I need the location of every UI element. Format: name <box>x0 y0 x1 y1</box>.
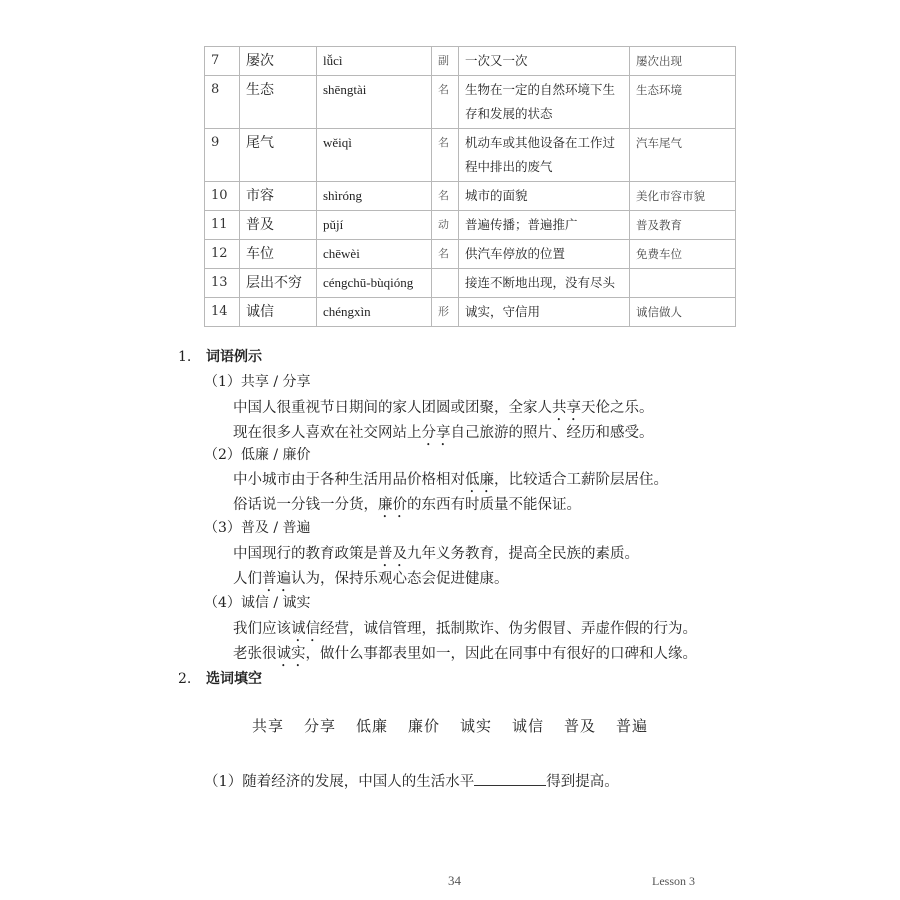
vocab-example: 屡次出现 <box>630 47 736 76</box>
vocab-example: 汽车尾气 <box>630 129 736 182</box>
example-sentence: 俗话说一分钱一分货，廉价的东西有时质量不能保证。 <box>233 497 581 513</box>
word-bank <box>0 715 900 736</box>
vocab-definition: 供汽车停放的位置 <box>459 240 630 269</box>
word-bank-item: 普及 <box>564 717 597 735</box>
vocab-definition: 普遍传播；普遍推广 <box>459 211 630 240</box>
vocab-word: 尾气 <box>240 129 317 182</box>
vocab-pinyin: pǔjí <box>317 211 432 240</box>
example-sentence: 我们应该诚信经营，诚信管理，抵制欺诈、伪劣假冒、弄虚作假的行为。 <box>233 621 697 637</box>
vocab-word: 普及 <box>240 211 317 240</box>
lesson-label: Lesson 3 <box>652 874 695 888</box>
vocab-word: 诚信 <box>240 298 317 327</box>
row-number: 7 <box>205 47 240 76</box>
group-4-label: （4）诚信 / 诚实 <box>204 595 311 611</box>
vocab-pinyin: chēwèi <box>317 240 432 269</box>
vocab-definition: 一次又一次 <box>459 47 630 76</box>
vocab-pinyin: lǚcì <box>317 47 432 76</box>
part-of-speech: 名 <box>432 129 459 182</box>
part-of-speech: 副 <box>432 47 459 76</box>
example-sentence: 中小城市由于各种生活用品价格相对低廉，比较适合工薪阶层居住。 <box>233 472 668 488</box>
row-number: 10 <box>205 182 240 211</box>
row-number: 14 <box>205 298 240 327</box>
section-1-title <box>178 346 262 366</box>
table-row <box>205 47 736 76</box>
example-sentence: 中国人很重视节日期间的家人团圆或团聚，全家人共享天伦之乐。 <box>233 400 654 416</box>
vocab-example <box>630 269 736 298</box>
example-sentence: 人们普遍认为，保持乐观心态会促进健康。 <box>233 571 509 587</box>
part-of-speech: 动 <box>432 211 459 240</box>
table-row <box>205 298 736 327</box>
example-sentence: 老张很诚实，做什么事都表里如一，因此在同事中有很好的口碑和人缘。 <box>233 646 697 662</box>
table-row <box>205 240 736 269</box>
group-2-label: （2）低廉 / 廉价 <box>204 447 311 463</box>
word-bank-item: 诚信 <box>512 717 545 735</box>
row-number: 8 <box>205 76 240 129</box>
section-2-heading: 选词填空 <box>206 671 262 687</box>
vocab-definition: 机动车或其他设备在工作过程中排出的废气 <box>459 129 630 182</box>
part-of-speech: 名 <box>432 182 459 211</box>
example-sentence: 中国现行的教育政策是普及九年义务教育，提高全民族的素质。 <box>233 546 639 562</box>
table-row <box>205 182 736 211</box>
answer-blank[interactable] <box>474 771 546 786</box>
question-text: 随着经济的发展，中国人的生活水平 <box>242 774 475 790</box>
word-bank-item: 普遍 <box>616 717 649 735</box>
fill-in-question-1 <box>204 770 619 791</box>
vocab-example: 美化市容市貌 <box>630 182 736 211</box>
vocab-pinyin: céngchū-bùqióng <box>317 269 432 298</box>
row-number: 13 <box>205 269 240 298</box>
example-sentence: 现在很多人喜欢在社交网站上分享自己旅游的照片、经历和感受。 <box>233 425 654 441</box>
word-bank-item: 共享 <box>251 717 284 735</box>
section-1-heading: 词语例示 <box>206 349 262 365</box>
table-row <box>205 76 736 129</box>
part-of-speech <box>432 269 459 298</box>
part-of-speech: 形 <box>432 298 459 327</box>
vocab-word: 屡次 <box>240 47 317 76</box>
word-bank-item: 低廉 <box>355 717 388 735</box>
word-bank-item: 分享 <box>303 717 336 735</box>
vocab-definition: 接连不断地出现，没有尽头 <box>459 269 630 298</box>
part-of-speech: 名 <box>432 76 459 129</box>
row-number: 12 <box>205 240 240 269</box>
row-number: 9 <box>205 129 240 182</box>
vocab-pinyin: chéngxìn <box>317 298 432 327</box>
vocab-definition: 城市的面貌 <box>459 182 630 211</box>
section-2-title <box>178 668 262 688</box>
group-1-label: （1）共享 / 分享 <box>204 374 311 390</box>
word-bank-item: 廉价 <box>407 717 440 735</box>
vocab-example: 诚信做人 <box>630 298 736 327</box>
question-text-end: 得到提高。 <box>546 774 619 790</box>
vocab-word: 车位 <box>240 240 317 269</box>
table-row <box>205 269 736 298</box>
table-row <box>205 129 736 182</box>
section-1-number: 1. <box>178 349 192 365</box>
section-2-number: 2. <box>178 671 192 687</box>
vocab-example: 免费车位 <box>630 240 736 269</box>
part-of-speech: 名 <box>432 240 459 269</box>
page-number: 34 <box>448 873 461 888</box>
vocab-pinyin: shìróng <box>317 182 432 211</box>
vocab-pinyin: shēngtài <box>317 76 432 129</box>
question-number: （1） <box>204 774 243 790</box>
row-number: 11 <box>205 211 240 240</box>
table-row <box>205 211 736 240</box>
vocab-definition: 诚实，守信用 <box>459 298 630 327</box>
vocab-example: 生态环境 <box>630 76 736 129</box>
vocab-word: 生态 <box>240 76 317 129</box>
group-3-label: （3）普及 / 普遍 <box>204 520 311 536</box>
vocab-pinyin: wěiqì <box>317 129 432 182</box>
vocab-definition: 生物在一定的自然环境下生存和发展的状态 <box>459 76 630 129</box>
word-bank-item: 诚实 <box>460 717 493 735</box>
vocab-word: 市容 <box>240 182 317 211</box>
vocab-example: 普及教育 <box>630 211 736 240</box>
vocabulary-table <box>204 46 736 327</box>
vocab-word: 层出不穷 <box>240 269 317 298</box>
